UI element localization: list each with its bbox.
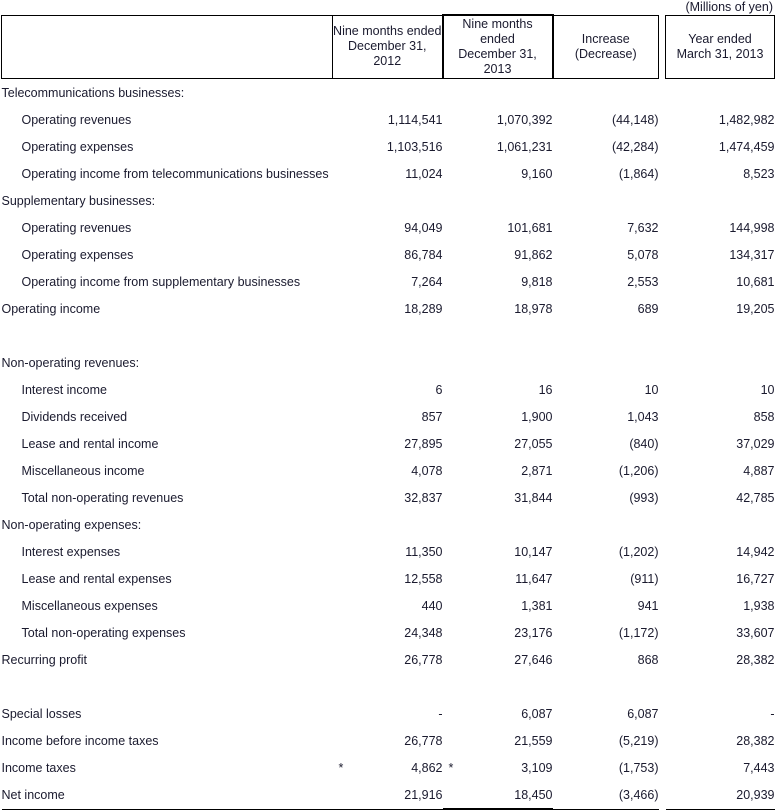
cell-value: 10,147 [514, 544, 553, 559]
table-row [2, 565, 775, 592]
value-year-ended [666, 619, 775, 646]
value-year-ended [666, 727, 775, 754]
cell-value: - [438, 706, 443, 721]
value-year-ended [666, 511, 775, 538]
row-label [2, 673, 333, 700]
value-year-ended [666, 781, 775, 809]
table-row [2, 79, 775, 107]
value-year-ended [666, 754, 775, 781]
cell-value: 857 [421, 409, 443, 424]
value-nine-months-2012 [333, 268, 443, 295]
column-gap [659, 619, 666, 646]
column-gap [659, 565, 666, 592]
cell-value: 1,482,982 [718, 112, 775, 127]
cell-value: 11,647 [515, 571, 553, 586]
column-gap [659, 484, 666, 511]
row-label: Telecommunications businesses: [1, 85, 185, 100]
table-row [2, 430, 775, 457]
row-label: Miscellaneous expenses [21, 598, 158, 613]
value-nine-months-2012 [333, 538, 443, 565]
value-year-ended [666, 403, 775, 430]
cell-value: 27,055 [514, 436, 553, 451]
table-header [2, 15, 775, 79]
cell-value: (3,466) [618, 787, 659, 802]
value-year-ended [666, 187, 775, 214]
table-row [2, 214, 775, 241]
row-label: Lease and rental expenses [21, 571, 172, 586]
cell-value: (42,284) [611, 139, 659, 154]
cell-value: 7,632 [627, 220, 659, 235]
table-row [2, 457, 775, 484]
value-year-ended [666, 673, 775, 700]
column-gap [659, 403, 666, 430]
cell-value: 941 [637, 598, 659, 613]
row-label: Supplementary businesses: [1, 193, 156, 208]
table-row [2, 700, 775, 727]
value-year-ended [666, 700, 775, 727]
cell-value: 1,381 [521, 598, 553, 613]
value-nine-months-2012 [333, 376, 443, 403]
value-nine-months-2013 [443, 700, 553, 727]
cell-value: 10 [644, 382, 659, 397]
value-nine-months-2012 [333, 619, 443, 646]
footnote-asterisk: * [338, 760, 344, 775]
column-gap [659, 430, 666, 457]
value-nine-months-2012 [333, 187, 443, 214]
value-increase-decrease [553, 673, 659, 700]
table-row [2, 646, 775, 673]
cell-value: 6,087 [627, 706, 659, 721]
column-gap [659, 106, 666, 133]
value-increase-decrease [553, 403, 659, 430]
row-label: Operating expenses [21, 139, 134, 154]
value-increase-decrease [553, 241, 659, 268]
header-line2: December 31, 2013 [458, 47, 537, 76]
header-line1: Year ended [688, 31, 752, 46]
column-gap [659, 349, 666, 376]
table-row [2, 349, 775, 376]
value-nine-months-2013 [443, 592, 553, 619]
cell-value: 4,862 [411, 760, 443, 775]
row-label: Operating income from telecommunications businesses [21, 166, 329, 181]
row-label: Operating expenses [21, 247, 134, 262]
value-nine-months-2012 [333, 133, 443, 160]
value-increase-decrease [553, 187, 659, 214]
value-nine-months-2013 [443, 322, 553, 349]
column-gap [659, 214, 666, 241]
row-label: Special losses [1, 706, 82, 721]
column-gap [659, 538, 666, 565]
cell-value: 14,942 [736, 544, 775, 559]
cell-value: 4,078 [411, 463, 443, 478]
header-row [2, 15, 775, 79]
value-nine-months-2012 [333, 403, 443, 430]
row-label: Net income [2, 781, 333, 809]
column-gap [659, 160, 666, 187]
value-increase-decrease [553, 538, 659, 565]
value-increase-decrease [553, 511, 659, 538]
column-gap [659, 241, 666, 268]
cell-value: 26,778 [404, 733, 443, 748]
cell-value: 86,784 [404, 247, 443, 262]
value-increase-decrease [553, 592, 659, 619]
cell-value: 20,939 [736, 787, 775, 802]
table-row [2, 133, 775, 160]
cell-value: (5,219) [618, 733, 659, 748]
cell-value: (1,172) [618, 625, 659, 640]
value-year-ended [666, 160, 775, 187]
cell-value: 42,785 [736, 490, 775, 505]
row-label: Non-operating revenues: [1, 355, 140, 370]
value-nine-months-2013 [443, 376, 553, 403]
value-nine-months-2013 [443, 565, 553, 592]
cell-value: 26,778 [404, 652, 443, 667]
header-cell-increase-decrease [553, 15, 659, 79]
cell-value: 33,607 [736, 625, 775, 640]
value-year-ended [666, 133, 775, 160]
income-statement-table [1, 14, 775, 810]
column-gap [659, 754, 666, 781]
cell-value: 12,558 [404, 571, 443, 586]
column-gap [659, 457, 666, 484]
value-nine-months-2012 [333, 430, 443, 457]
value-nine-months-2012 [333, 322, 443, 349]
value-increase-decrease [553, 619, 659, 646]
cell-value: (840) [629, 436, 659, 451]
value-nine-months-2012 [333, 781, 443, 809]
value-nine-months-2012 [333, 484, 443, 511]
column-gap [659, 511, 666, 538]
value-nine-months-2012 [333, 727, 443, 754]
column-gap [659, 727, 666, 754]
cell-value: 32,837 [404, 490, 443, 505]
cell-value: 10 [760, 382, 775, 397]
header-line1: Nine months ended [333, 24, 442, 39]
value-increase-decrease [553, 727, 659, 754]
value-nine-months-2013 [443, 673, 553, 700]
table-row [2, 187, 775, 214]
value-year-ended [666, 376, 775, 403]
value-year-ended [666, 79, 775, 107]
value-year-ended [666, 484, 775, 511]
value-nine-months-2013 [443, 457, 553, 484]
header-cell-nine-months-2013 [443, 15, 553, 79]
value-year-ended [666, 322, 775, 349]
cell-value: 11,350 [405, 544, 443, 559]
value-increase-decrease [553, 106, 659, 133]
table-row [2, 106, 775, 133]
value-year-ended [666, 106, 775, 133]
cell-value: 1,061,231 [496, 139, 553, 154]
column-gap [659, 295, 666, 322]
header-cell-gap [659, 15, 666, 79]
cell-value: 28,382 [736, 652, 775, 667]
row-label: Miscellaneous income [21, 463, 145, 478]
table-row [2, 322, 775, 349]
value-nine-months-2013 [443, 781, 553, 809]
value-nine-months-2012 [333, 754, 443, 781]
value-nine-months-2013 [443, 484, 553, 511]
table-row [2, 619, 775, 646]
header-line1: Nine months ended [462, 17, 533, 46]
table-row [2, 403, 775, 430]
value-nine-months-2013 [443, 106, 553, 133]
table-row [2, 673, 775, 700]
value-nine-months-2012 [333, 295, 443, 322]
value-nine-months-2012 [333, 673, 443, 700]
value-nine-months-2012 [333, 349, 443, 376]
cell-value: 21,559 [514, 733, 553, 748]
cell-value: 31,844 [514, 490, 553, 505]
value-increase-decrease [553, 484, 659, 511]
value-increase-decrease [553, 565, 659, 592]
table-row [2, 241, 775, 268]
unit-caption: (Millions of yen) [685, 0, 773, 14]
cell-value: 7,264 [411, 274, 443, 289]
row-label: Interest expenses [21, 544, 121, 559]
value-nine-months-2012 [333, 457, 443, 484]
value-increase-decrease [553, 349, 659, 376]
table-row [2, 295, 775, 322]
value-nine-months-2012 [333, 160, 443, 187]
cell-value: - [770, 706, 775, 721]
table-row [2, 538, 775, 565]
value-nine-months-2013 [443, 511, 553, 538]
value-nine-months-2013 [443, 241, 553, 268]
value-year-ended [666, 565, 775, 592]
value-nine-months-2013 [443, 403, 553, 430]
cell-value: 1,474,459 [718, 139, 775, 154]
value-nine-months-2012 [333, 592, 443, 619]
cell-value: 4,887 [743, 463, 775, 478]
table-row [2, 754, 775, 781]
cell-value: 134,317 [729, 247, 775, 262]
cell-value: 6 [435, 382, 443, 397]
value-year-ended [666, 592, 775, 619]
header-cell-year-ended [666, 15, 775, 79]
table-body [2, 79, 775, 810]
value-nine-months-2013 [443, 187, 553, 214]
value-nine-months-2012 [333, 646, 443, 673]
cell-value: 16 [538, 382, 553, 397]
column-gap [659, 673, 666, 700]
row-label: Dividends received [21, 409, 128, 424]
column-gap [659, 376, 666, 403]
value-nine-months-2013 [443, 538, 553, 565]
column-gap [659, 133, 666, 160]
cell-value: 7,443 [743, 760, 775, 775]
value-increase-decrease [553, 457, 659, 484]
column-gap [659, 322, 666, 349]
cell-value: 91,862 [514, 247, 553, 262]
table-row [2, 160, 775, 187]
header-line1: Increase [581, 31, 630, 46]
cell-value: (1,753) [618, 760, 659, 775]
value-nine-months-2012 [333, 241, 443, 268]
cell-value: 868 [637, 652, 659, 667]
header-line2: (Decrease) [574, 46, 637, 61]
column-gap [659, 592, 666, 619]
cell-value: 2,871 [521, 463, 553, 478]
cell-value: 1,103,516 [386, 139, 443, 154]
value-year-ended [666, 457, 775, 484]
value-nine-months-2012 [333, 565, 443, 592]
cell-value: 10,681 [736, 274, 775, 289]
cell-value: 94,049 [404, 220, 443, 235]
value-increase-decrease [553, 646, 659, 673]
cell-value: 1,900 [521, 409, 553, 424]
value-year-ended [666, 430, 775, 457]
value-nine-months-2013 [443, 619, 553, 646]
column-gap [659, 646, 666, 673]
cell-value: 858 [753, 409, 775, 424]
value-year-ended [666, 214, 775, 241]
header-cell-nine-months-2012 [333, 15, 443, 79]
value-increase-decrease [553, 133, 659, 160]
header-cell-label [2, 15, 333, 79]
value-nine-months-2013 [443, 295, 553, 322]
cell-value: 9,818 [521, 274, 553, 289]
cell-value: 1,114,541 [387, 112, 443, 127]
cell-value: 19,205 [736, 301, 775, 316]
row-label: Non-operating expenses: [1, 517, 142, 532]
cell-value: 8,523 [743, 166, 775, 181]
value-nine-months-2013 [443, 268, 553, 295]
value-increase-decrease [553, 781, 659, 809]
cell-value: 18,289 [404, 301, 443, 316]
cell-value: 27,895 [404, 436, 443, 451]
column-gap [659, 700, 666, 727]
row-label: Interest income [21, 382, 107, 397]
value-year-ended [666, 268, 775, 295]
footnote-asterisk: * [448, 760, 454, 775]
value-year-ended [666, 241, 775, 268]
cell-value: 101,681 [507, 220, 553, 235]
table-row [2, 268, 775, 295]
value-increase-decrease [553, 700, 659, 727]
value-nine-months-2012 [333, 79, 443, 107]
cell-value: 37,029 [736, 436, 775, 451]
value-increase-decrease [553, 376, 659, 403]
table-row [2, 727, 775, 754]
row-label [2, 322, 333, 349]
cell-value: 144,998 [729, 220, 775, 235]
cell-value: (44,148) [611, 112, 659, 127]
value-nine-months-2013 [443, 133, 553, 160]
cell-value: 3,109 [521, 760, 553, 775]
value-nine-months-2013 [443, 349, 553, 376]
cell-value: 23,176 [514, 625, 553, 640]
row-label: Income taxes [1, 760, 76, 775]
value-increase-decrease [553, 322, 659, 349]
cell-value: 18,450 [514, 787, 553, 802]
table-row [2, 592, 775, 619]
cell-value: (993) [629, 490, 659, 505]
value-increase-decrease [553, 430, 659, 457]
value-nine-months-2013 [443, 754, 553, 781]
cell-value: 1,938 [743, 598, 775, 613]
column-gap [659, 781, 666, 809]
row-label: Total non-operating expenses [21, 625, 186, 640]
table-row [2, 484, 775, 511]
cell-value: (1,864) [618, 166, 659, 181]
value-increase-decrease [553, 160, 659, 187]
value-nine-months-2013 [443, 214, 553, 241]
cell-value: 16,727 [736, 571, 775, 586]
column-gap [659, 187, 666, 214]
cell-value: 28,382 [736, 733, 775, 748]
row-label: Income before income taxes [1, 733, 159, 748]
cell-value: 27,646 [514, 652, 553, 667]
cell-value: (911) [630, 571, 659, 586]
cell-value: 9,160 [521, 166, 553, 181]
cell-value: 21,916 [404, 787, 443, 802]
table-row [2, 511, 775, 538]
cell-value: 6,087 [521, 706, 553, 721]
value-increase-decrease [553, 295, 659, 322]
row-label: Operating income from supplementary businesses [21, 274, 301, 289]
cell-value: 11,024 [405, 166, 443, 181]
value-nine-months-2013 [443, 727, 553, 754]
cell-value: 689 [637, 301, 659, 316]
cell-value: 2,553 [627, 274, 659, 289]
value-nine-months-2012 [333, 511, 443, 538]
cell-value: (1,202) [618, 544, 659, 559]
cell-value: 5,078 [627, 247, 659, 262]
cell-value: (1,206) [618, 463, 659, 478]
value-year-ended [666, 646, 775, 673]
cell-value: 18,978 [514, 301, 553, 316]
table-row [2, 376, 775, 403]
row-label: Operating revenues [21, 112, 132, 127]
value-nine-months-2013 [443, 79, 553, 107]
cell-value: 24,348 [404, 625, 443, 640]
row-label: Operating revenues [21, 220, 132, 235]
value-nine-months-2013 [443, 160, 553, 187]
row-label: Recurring profit [1, 652, 87, 667]
value-nine-months-2012 [333, 700, 443, 727]
value-year-ended [666, 349, 775, 376]
value-nine-months-2012 [333, 106, 443, 133]
header-line2: December 31, 2012 [347, 39, 427, 69]
value-increase-decrease [553, 754, 659, 781]
value-year-ended [666, 538, 775, 565]
table-row [2, 781, 775, 809]
row-label: Total non-operating revenues [21, 490, 184, 505]
value-increase-decrease [553, 214, 659, 241]
row-label: Lease and rental income [21, 436, 159, 451]
value-increase-decrease [553, 268, 659, 295]
cell-value: 440 [421, 598, 443, 613]
cell-value: 1,070,392 [496, 112, 553, 127]
row-label: Operating income [1, 301, 101, 316]
value-nine-months-2013 [443, 646, 553, 673]
value-nine-months-2013 [443, 430, 553, 457]
value-year-ended [666, 295, 775, 322]
column-gap [659, 268, 666, 295]
value-increase-decrease [553, 79, 659, 107]
column-gap [659, 79, 666, 107]
cell-value: 1,043 [627, 409, 659, 424]
header-line2: March 31, 2013 [676, 46, 764, 61]
value-nine-months-2012 [333, 214, 443, 241]
